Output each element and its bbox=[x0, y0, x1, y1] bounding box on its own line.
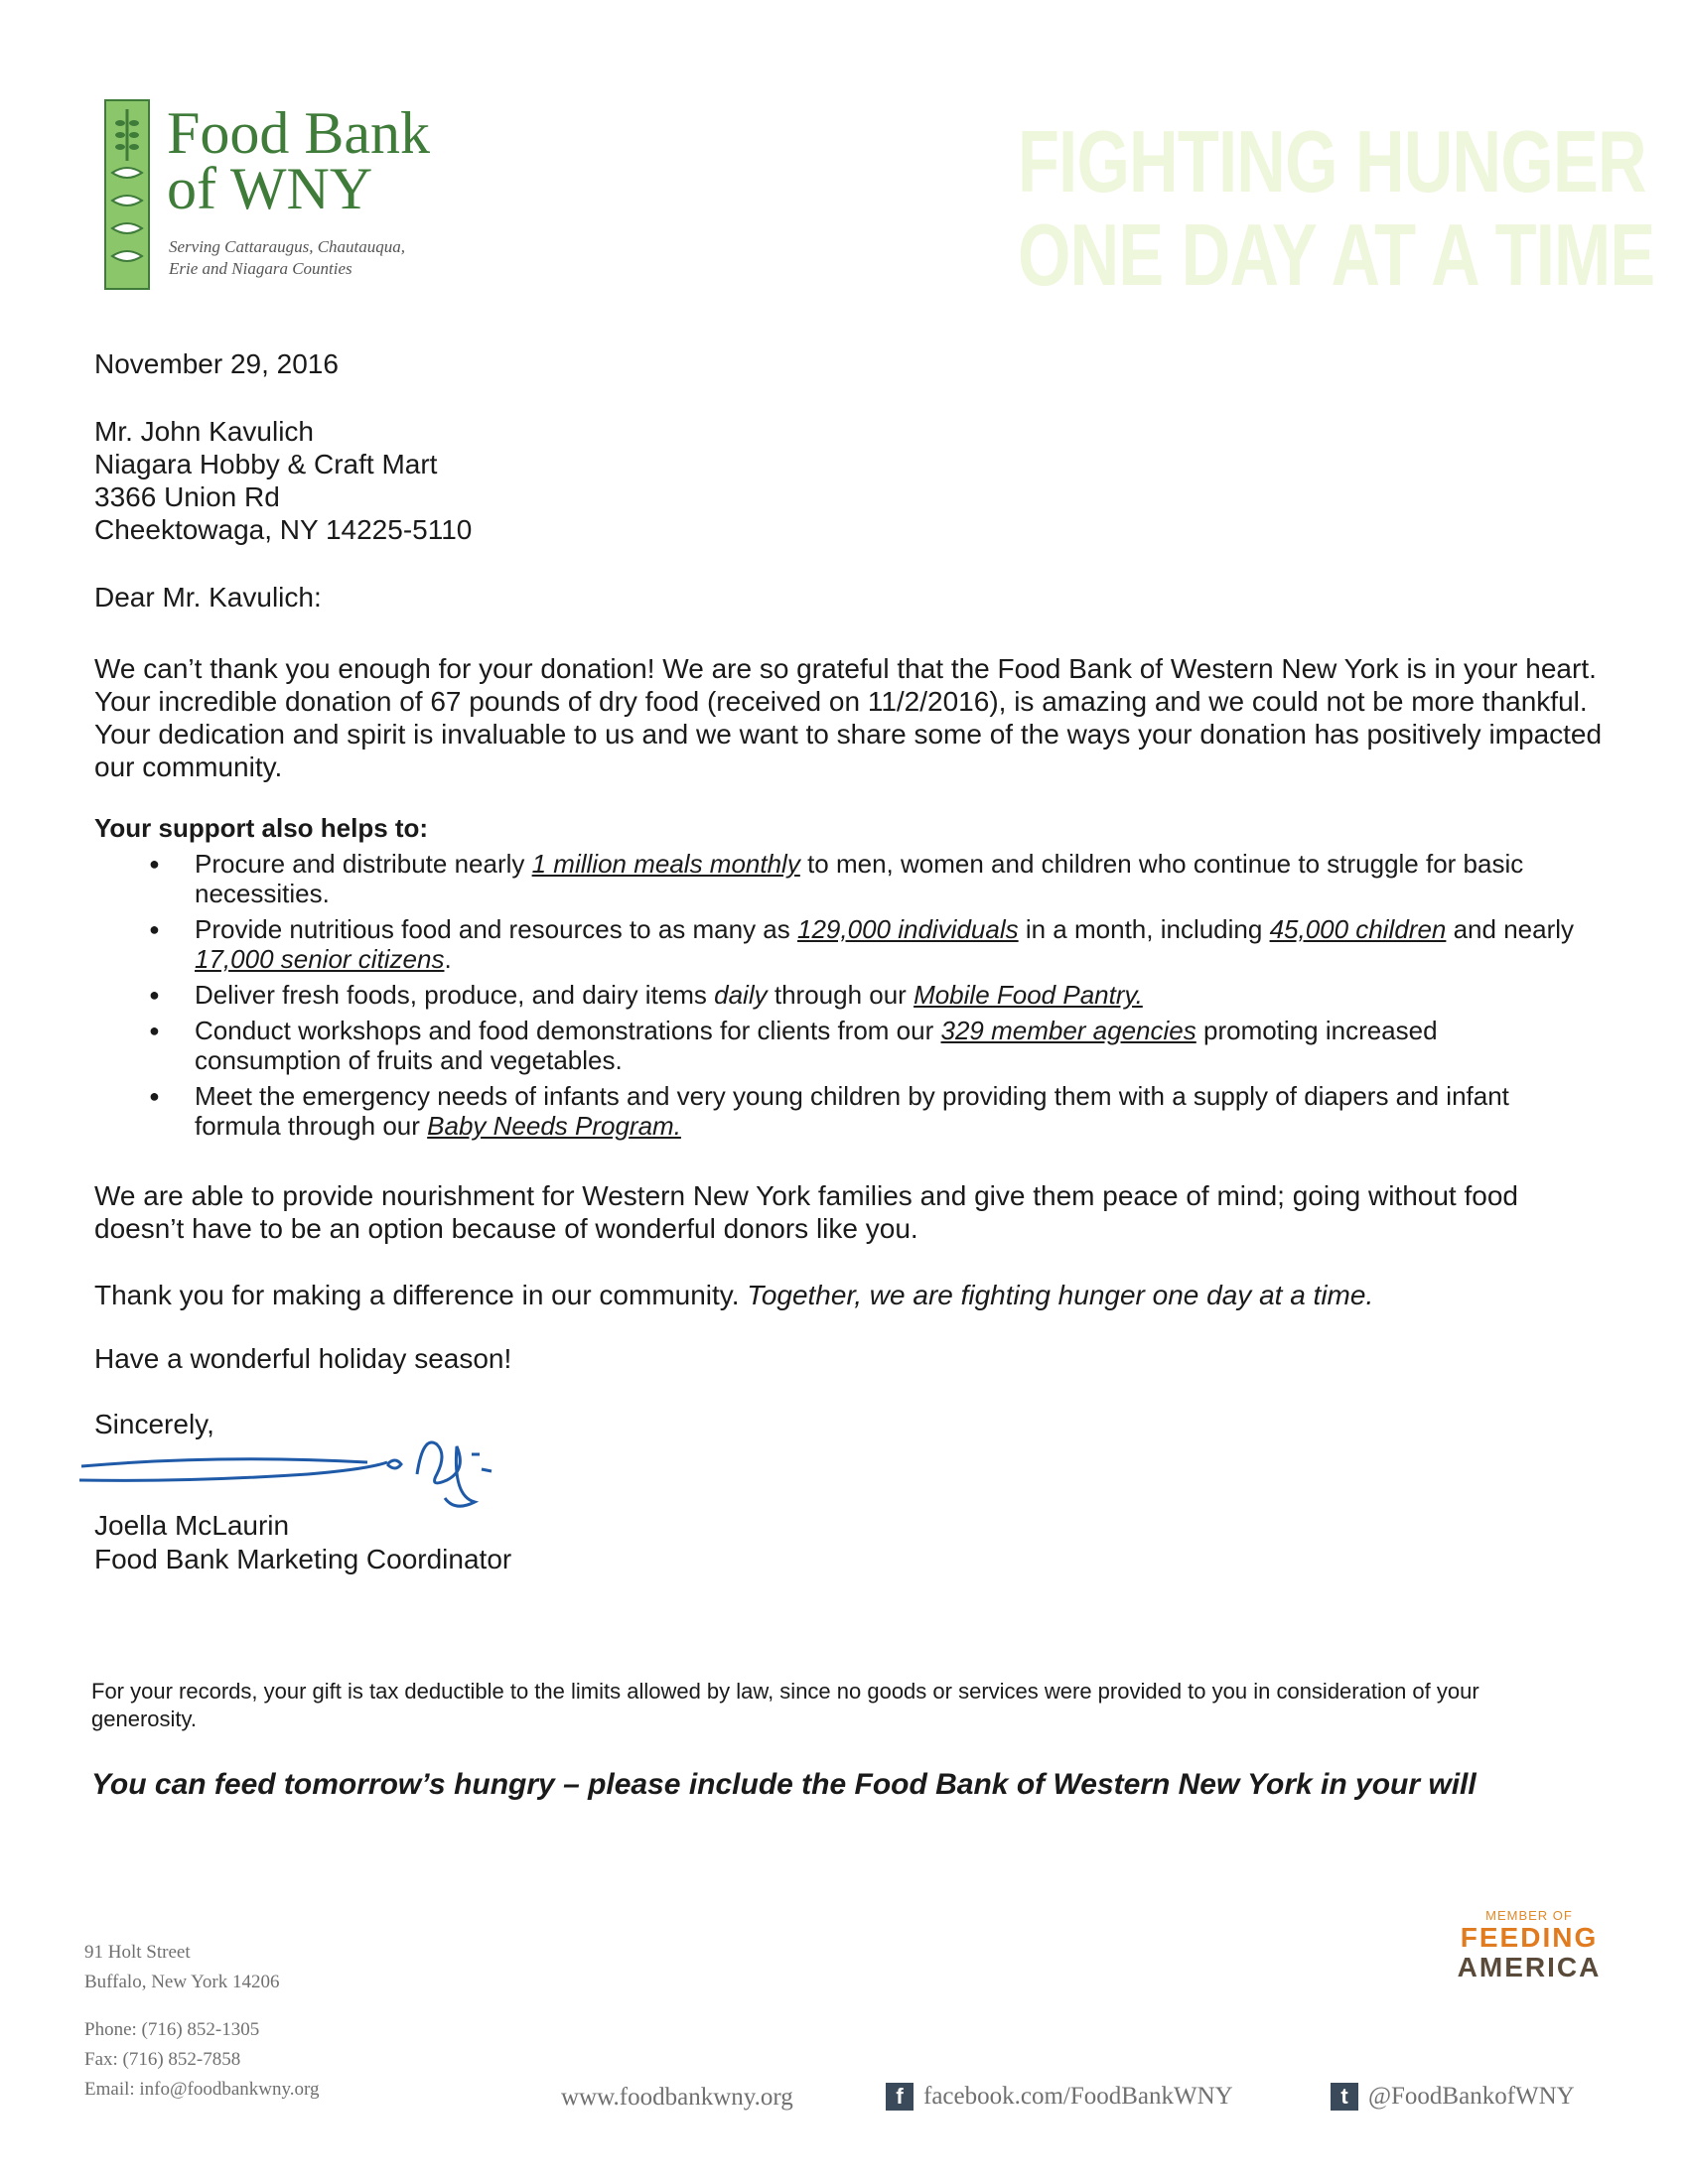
facebook-icon: f bbox=[886, 2083, 914, 2111]
recipient-address bbox=[94, 415, 1609, 546]
footer-address bbox=[84, 1938, 280, 1997]
signer-title: Food Bank Marketing Coordinator bbox=[94, 1544, 512, 1574]
paragraph-donation: We can’t thank you enough for your donation! We are so grateful that the Food Bank of Western New York is in your heart. Your incredible donation of 67 pounds of dry food (received on 11/2/2016), is amazing and we could not be more thankful. Your dedication and spirit is invaluable to us and we want to share some of the ways your donation has positively impacted our community. bbox=[94, 653, 1603, 782]
footer-city: Buffalo, New York 14206 bbox=[84, 1972, 280, 1992]
logo-icon bbox=[104, 99, 150, 290]
footer-email[interactable]: Email: info@foodbankwny.org bbox=[84, 2079, 320, 2100]
list-item: ● Meet the emergency needs of infants and very young children by providing them with a supply of diapers and infant formula through our Baby Needs Program. bbox=[149, 1081, 1579, 1141]
footer-street: 91 Holt Street bbox=[84, 1942, 191, 1963]
fa-member-text: MEMBER OF bbox=[1485, 1908, 1573, 1923]
tax-note: For your records, your gift is tax deductible to the limits allowed by law, since no goods or services were provided to you in consideration of your generosity. bbox=[91, 1679, 1479, 1731]
org-subtitle-line2: Erie and Niagara Counties bbox=[169, 259, 352, 278]
signer-name: Joella McLaurin bbox=[94, 1510, 290, 1541]
recipient-city: Cheektowaga, NY 14225-5110 bbox=[94, 514, 473, 545]
recipient-company: Niagara Hobby & Craft Mart bbox=[94, 449, 438, 479]
org-name-line1: Food Bank bbox=[167, 100, 431, 166]
footer-phone: Phone: (716) 852-1305 bbox=[84, 2019, 260, 2040]
paragraph-nourishment: We are able to provide nourishment for Western New York families and give them peace of mind; going without food doesn’t have to be an option because of wonderful donors like you. bbox=[94, 1180, 1518, 1244]
fa-america-text: AMERICA bbox=[1457, 1952, 1602, 1982]
list-item: ● Conduct workshops and food demonstrations for clients from our 329 member agencies promoting increased consumption of fruits and vegetables. bbox=[149, 1016, 1579, 1075]
signer-block bbox=[94, 1509, 1609, 1576]
recipient-name: Mr. John Kavulich bbox=[94, 416, 314, 447]
recipient-street: 3366 Union Rd bbox=[94, 481, 280, 512]
letter-date: November 29, 2016 bbox=[94, 348, 339, 379]
footer-facebook[interactable] bbox=[886, 2082, 1233, 2112]
footer-website[interactable]: www.foodbankwny.org bbox=[561, 2084, 793, 2111]
paragraph-thanks: Thank you for making a difference in our community. Together, we are fighting hunger one day at a time. bbox=[94, 1280, 1374, 1310]
slogan-watermark bbox=[1018, 112, 1655, 304]
list-item: ● Deliver fresh foods, produce, and dairy items daily through our Mobile Food Pantry. bbox=[149, 980, 1579, 1010]
fa-feeding-text: FEEDING bbox=[1460, 1922, 1599, 1953]
org-name bbox=[167, 100, 431, 221]
list-item: ● Procure and distribute nearly 1 million meals monthly to men, women and children who continue to struggle for basic necessities. bbox=[149, 849, 1579, 908]
feeding-america-logo bbox=[1430, 1908, 1628, 1982]
support-list bbox=[149, 849, 1579, 1147]
support-heading: Your support also helps to: bbox=[94, 813, 429, 843]
will-note: You can feed tomorrow’s hungry – please include the Food Bank of Western New York in your will bbox=[91, 1768, 1477, 1801]
paragraph-holiday: Have a wonderful holiday season! bbox=[94, 1343, 512, 1374]
org-name-line2: of WNY bbox=[167, 156, 373, 221]
footer-contact bbox=[84, 2015, 320, 2105]
slogan-line1: FIGHTING HUNGER bbox=[1018, 112, 1646, 210]
org-subtitle-line1: Serving Cattaraugus, Chautauqua, bbox=[169, 237, 406, 256]
facebook-link[interactable]: facebook.com/FoodBankWNY bbox=[923, 2083, 1233, 2110]
slogan-line2: ONE DAY AT A TIME bbox=[1018, 205, 1655, 304]
closing: Sincerely, bbox=[94, 1409, 214, 1439]
footer-fax: Fax: (716) 852-7858 bbox=[84, 2049, 241, 2070]
twitter-link[interactable]: @FoodBankofWNY bbox=[1368, 2083, 1575, 2110]
greeting: Dear Mr. Kavulich: bbox=[94, 582, 322, 613]
footer-twitter[interactable] bbox=[1331, 2082, 1575, 2112]
org-subtitle bbox=[169, 236, 405, 280]
list-item: ● Provide nutritious food and resources to as many as 129,000 individuals in a month, including 45,000 children and nearly 17,000 senior citizens. bbox=[149, 914, 1579, 974]
twitter-icon: t bbox=[1331, 2083, 1358, 2111]
